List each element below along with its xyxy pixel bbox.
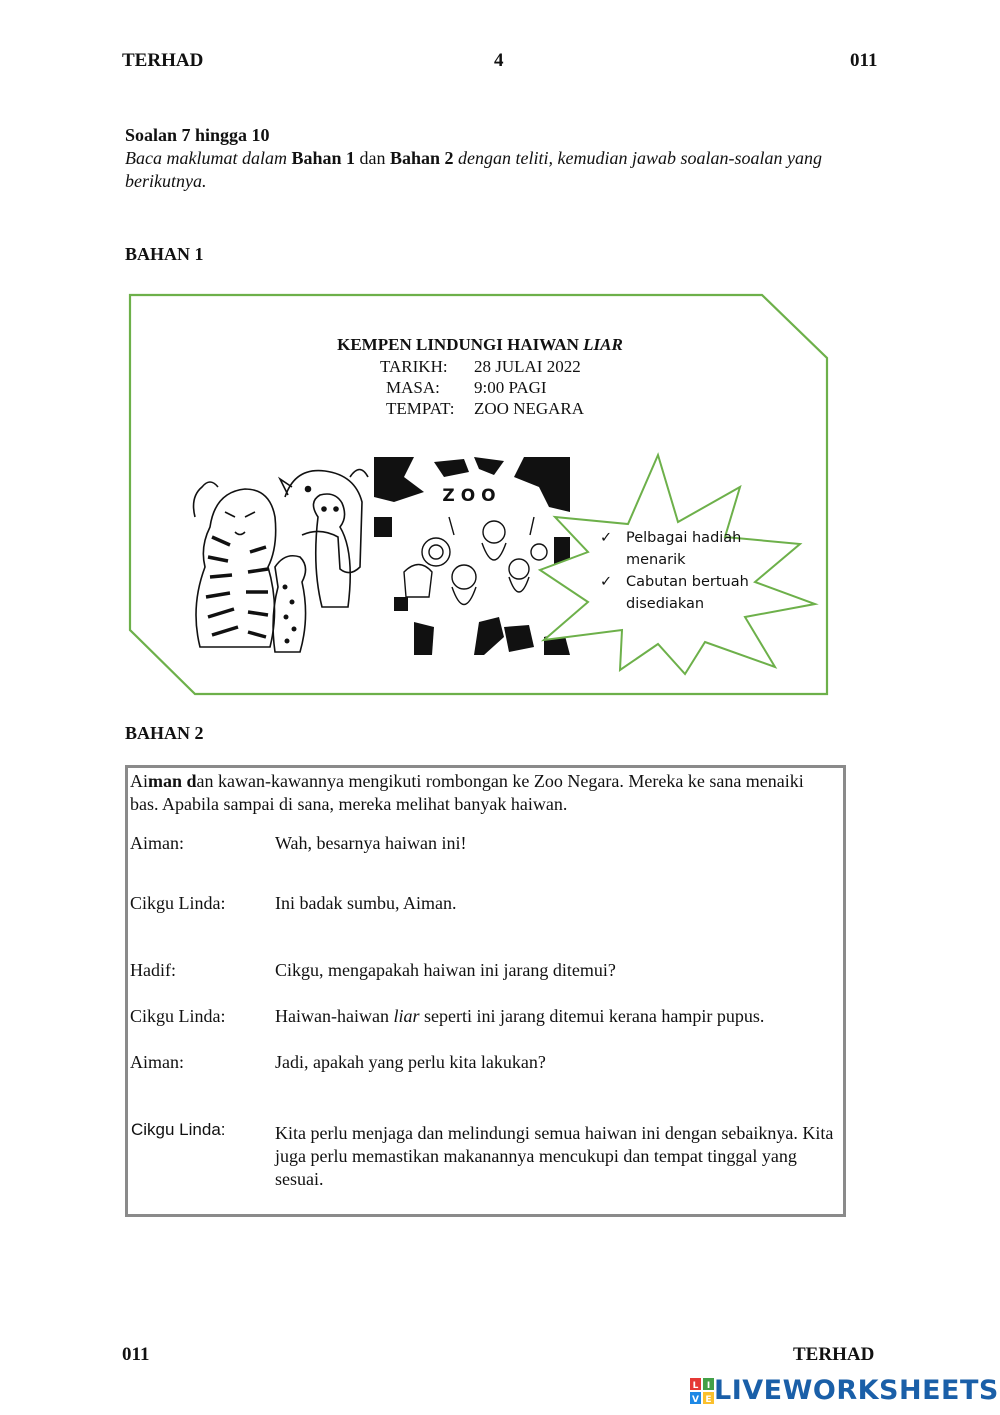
instructions-text: Baca maklumat dalam Bahan 1 dan Bahan 2 dengan teliti, kemudian jawab soalan-soalan yang berikutnya. [125, 148, 823, 191]
info-value-tarikh: 28 JULAI 2022 [474, 357, 581, 376]
dialogue-line: Kita perlu menjaga dan melindungi semua haiwan ini dengan sebaiknya. Kita juga perlu memastikan makanannya mencukupi dan tempat tinggal yang sesuai. [275, 1123, 834, 1189]
check-icon: ✓ [600, 530, 613, 546]
speaker-label: Aiman: [130, 1052, 184, 1072]
speaker-label: Hadif: [130, 960, 176, 980]
star-item-1: Pelbagai hadiah [626, 530, 742, 546]
speaker-label: Cikgu Linda: [130, 1006, 226, 1026]
footer-paper-code: 011 [122, 1344, 150, 1365]
liveworksheets-icon [690, 1378, 714, 1404]
header-classification: TERHAD [122, 50, 204, 71]
bahan2-label: BAHAN 2 [125, 723, 204, 743]
speaker-label: Cikgu Linda: [131, 1120, 226, 1139]
speaker-label: Aiman: [130, 833, 184, 853]
wild-animals-illustration [190, 457, 370, 655]
speaker-label: Cikgu Linda: [130, 893, 226, 913]
check-icon: ✓ [600, 574, 613, 590]
paper-code: 011 [850, 50, 878, 71]
info-key-tempat: TEMPAT: [386, 399, 455, 418]
star-item-2-cont: disediakan [626, 596, 705, 612]
dialogue-line: Ini badak sumbu, Aiman. [275, 893, 457, 913]
zoo-sign: ZOO [442, 486, 502, 506]
svg-text:E: E [705, 1394, 712, 1404]
dialogue-line: Jadi, apakah yang perlu kita lakukan? [275, 1052, 546, 1072]
info-key-masa: MASA: [386, 378, 440, 397]
dialogue-line: Haiwan-haiwan liar seperti ini jarang ditemui kerana hampir pupus. [275, 1006, 765, 1026]
svg-text:V: V [692, 1394, 699, 1404]
bahan1-label: BAHAN 1 [125, 244, 204, 264]
dialogue-intro: Aiman dan kawan-kawannya mengikuti rombongan ke Zoo Negara. Mereka ke sana menaiki bas. Apabila sampai di sana, mereka melihat banyak haiwan. [130, 771, 804, 814]
liveworksheets-logo [690, 1375, 999, 1406]
footer-classification: TERHAD [793, 1344, 875, 1365]
info-value-masa: 9:00 PAGI [474, 378, 547, 397]
svg-text:L: L [692, 1380, 699, 1391]
svg-text:I: I [706, 1380, 711, 1391]
poster-title: KEMPEN LINDUNGI HAIWAN LIAR [337, 335, 623, 354]
star-item-2: Cabutan bertuah [626, 574, 749, 590]
question-range-title: Soalan 7 hingga 10 [125, 125, 270, 145]
page-number: 4 [494, 50, 504, 71]
liveworksheets-wordmark: LIVEWORKSHEETS [714, 1375, 999, 1406]
info-value-tempat: ZOO NEGARA [474, 399, 585, 418]
star-item-1-cont: menarik [626, 552, 686, 568]
dialogue-line: Wah, besarnya haiwan ini! [275, 833, 467, 853]
info-key-tarikh: TARIKH: [380, 357, 448, 376]
dialogue-line: Cikgu, mengapakah haiwan ini jarang ditemui? [275, 960, 616, 980]
